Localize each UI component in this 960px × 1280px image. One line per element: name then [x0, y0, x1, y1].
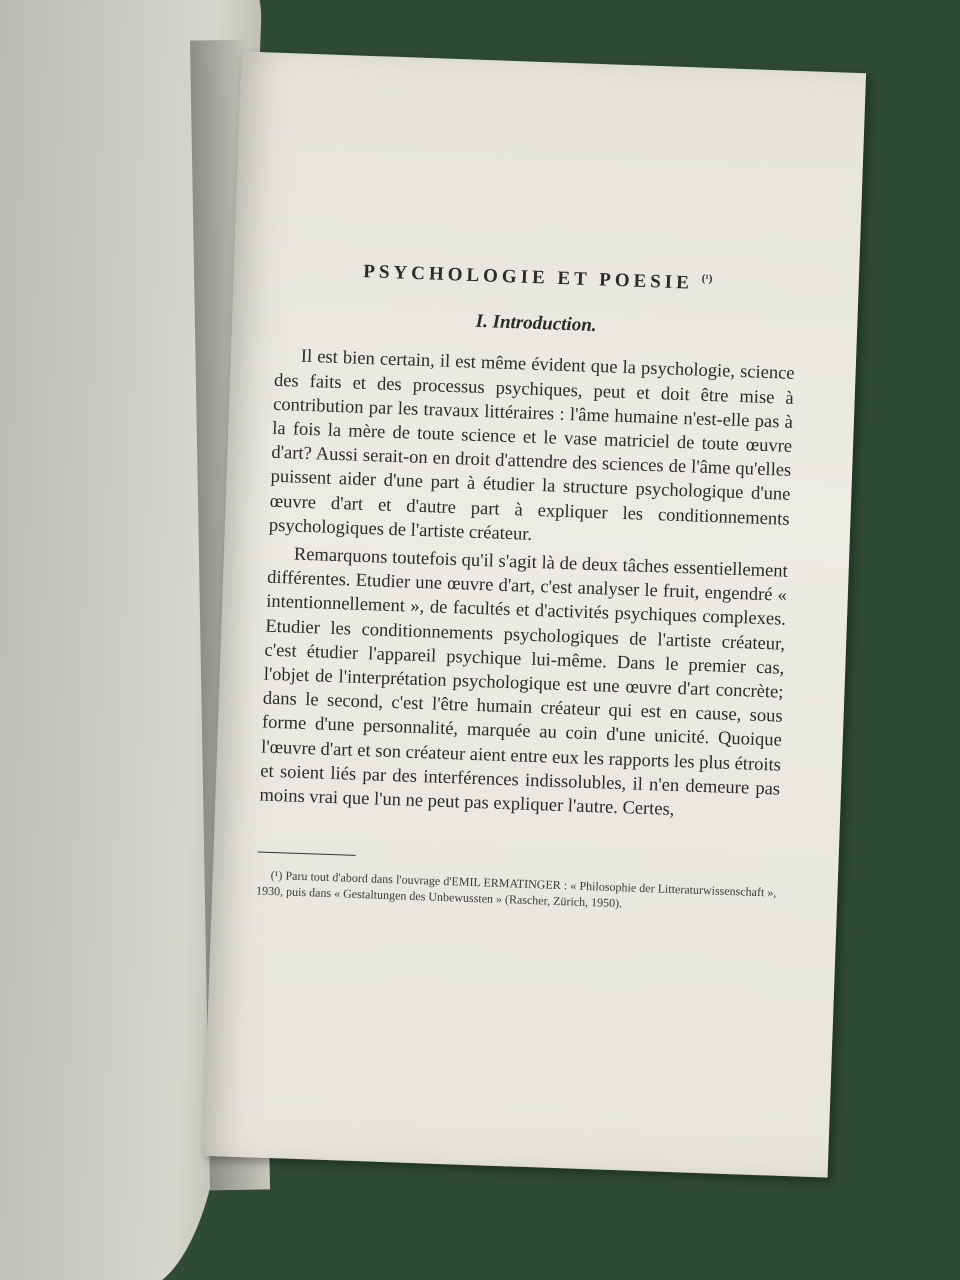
paragraph-1: Il est bien certain, il est même évident que la psychologie, science des faits et des processus psychiques, peut et doit être mise à contribution par les travaux littéraires : l'âme humaine n'est-elle pas à la fois la mère de toute science et le vase matriciel de toute œuvre d'art? Aussi serait-on en droit d'attendre des sciences de l'âme qu'elles puissent aider d'une part à étudier la structure psychologique d'une œuvre d'art et d'autre part à expliquer les conditionnements psychologiques de l'artiste créateur. — [268, 347, 795, 545]
right-page — [203, 51, 866, 1177]
section-heading: I. Introduction. — [475, 311, 597, 337]
page-title-text: PSYCHOLOGIE ET POESIE — [362, 261, 694, 294]
page-title — [278, 258, 798, 298]
paragraph-2: Remarquons toutefois qu'il s'agit là de deux tâches essentiellement différentes. Etudier une œuvre d'art, c'est analyser le fruit, engendré « intentionnellement », de facultés et d'activités psychiques complexes. Etudier les conditionnements psychologiques de l'artiste créateur, c'est étudier l'appareil psychique lui-même. Dans le premier cas, l'objet de l'interprétation psychologique est une œuvre d'art concrète; dans le second, c'est l'être humain créateur qui est en cause, sous forme d'une personnalité, marquée au coin d'une unicité. Quoique l'œuvre d'art et son créateur aient entre eux les rapports les plus étroits et soient liés par des interférences indissolubles, il n'en demeure pas moins vrai que l'un ne peut pas expliquer l'autre. Certes, — [259, 544, 788, 820]
footnote: (¹) Paru tout d'abord dans l'ouvrage d'EMIL ERMATINGER : « Philosophie der Litteraturwissenschaft », 1930, puis dans « Gestaltungen des Unbewussten » (Rascher, Zürich, 1950). — [255, 868, 777, 911]
page-text-block — [256, 258, 798, 917]
footnote-divider — [258, 852, 356, 856]
title-footnote-marker: (¹) — [701, 272, 713, 285]
